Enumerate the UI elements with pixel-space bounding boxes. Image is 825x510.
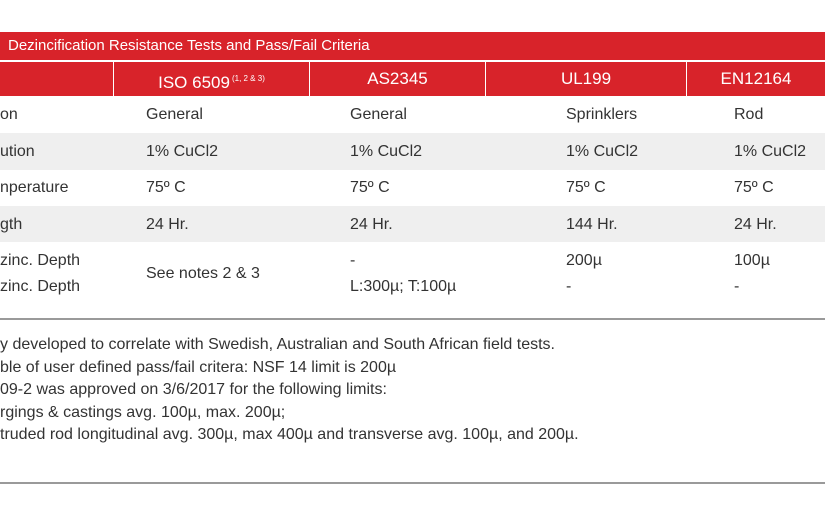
cell-en12164-max: -	[734, 278, 740, 295]
footnote-1: y developed to correlate with Swedish, Australian and South African field tests.	[0, 336, 555, 353]
row-label-max-depth: zinc. Depth	[0, 278, 81, 295]
table-row-solution	[0, 133, 825, 170]
cell-en12164-avg: 100µ	[734, 252, 770, 269]
footnote-2: ble of user defined pass/fail critera: NSF 14 limit is 200µ	[0, 358, 397, 376]
cell-iso6509: 75º C	[146, 179, 186, 196]
table-row-dezinc-depth	[0, 242, 825, 316]
cell-ul199: 75º C	[566, 179, 606, 196]
cell-as2345-max: L:300µ; T:100µ	[350, 278, 457, 295]
table-bottom-rule	[0, 318, 825, 320]
table-row-temperature	[0, 170, 825, 206]
row-label-avg-depth: zinc. Depth	[0, 252, 81, 269]
table-row-application	[0, 97, 825, 133]
row-label: ution	[0, 143, 35, 160]
table-header-row	[0, 62, 825, 96]
cell-as2345-avg: -	[350, 252, 356, 269]
header-iso6509-sup: (1, 2 & 3)	[231, 74, 265, 83]
header-cell-as2345: AS2345	[367, 69, 428, 88]
footnote-4: rgings & castings avg. 100µ, max. 200µ;	[0, 403, 286, 421]
cell-ul199-max: -	[566, 278, 572, 295]
table-row-length	[0, 206, 825, 242]
cell-iso6509: General	[146, 106, 203, 123]
cell-as2345: General	[350, 106, 407, 123]
cell-iso6509: 24 Hr.	[146, 216, 189, 233]
cell-ul199: 144 Hr.	[566, 216, 618, 233]
footnotes-bottom-rule	[0, 482, 825, 484]
header-iso6509-label: ISO 6509	[158, 73, 230, 92]
header-cell-blank	[0, 62, 113, 96]
cell-as2345: 75º C	[350, 179, 390, 196]
cell-as2345: 1% CuCl2	[350, 143, 423, 160]
header-cell-en12164: EN12164	[720, 69, 792, 88]
cell-en12164: 1% CuCl2	[734, 143, 807, 160]
cell-iso6509: See notes 2 & 3	[146, 265, 260, 282]
cell-en12164: 24 Hr.	[734, 216, 777, 233]
row-label: nperature	[0, 179, 69, 196]
row-label: on	[0, 106, 18, 123]
header-cell-ul199: UL199	[560, 69, 612, 88]
header-cell-iso6509	[114, 62, 309, 96]
row-label: gth	[0, 216, 23, 233]
cell-ul199: 1% CuCl2	[566, 143, 639, 160]
cell-iso6509: 1% CuCl2	[146, 143, 219, 160]
footnotes	[0, 334, 579, 447]
footnote-3: 09-2 was approved on 3/6/2017 for the following limits:	[0, 381, 387, 398]
table-title-bar	[0, 32, 825, 60]
footnote-5: truded rod longitudinal avg. 300µ, max 400µ and transverse avg. 100µ, and 200µ.	[0, 426, 579, 443]
cell-as2345: 24 Hr.	[350, 216, 393, 233]
table-title: Dezincification Resistance Tests and Pass/Fail Criteria	[8, 37, 370, 54]
cell-en12164: 75º C	[734, 179, 774, 196]
cell-ul199-avg: 200µ	[566, 252, 602, 269]
cell-ul199: Sprinklers	[566, 106, 638, 123]
cell-en12164: Rod	[734, 106, 764, 123]
